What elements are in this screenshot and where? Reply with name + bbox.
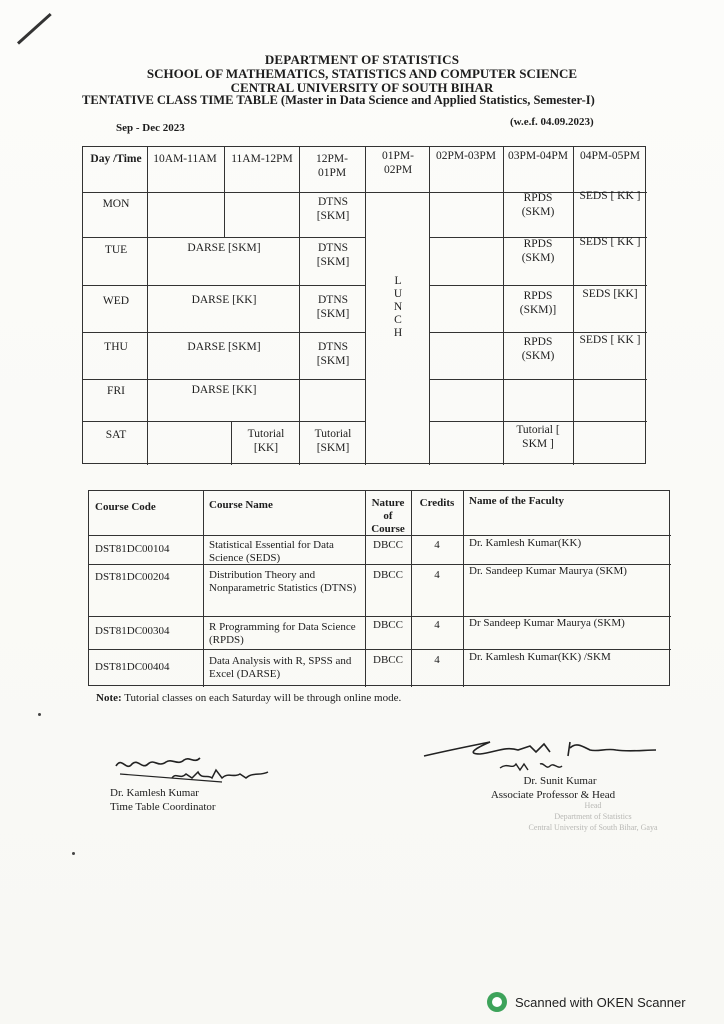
sat-03pm: Tutorial [ SKM ] [516,424,560,450]
course-code-2: DST81DC00204 [95,571,170,583]
scanner-label: Scanned with OKEN Scanner [515,994,686,1010]
course-name-1: Statistical Essential for Data Science (SEDS) [209,539,334,564]
fri-10am: DARSE [KK] [191,384,257,396]
col-nature: Nature of Course [371,497,405,535]
day-fri: FRI [107,385,125,397]
session-label: Sep - Dec 2023 [116,122,185,134]
col-header-11am: 11AM-12PM [231,153,293,165]
note [96,692,401,704]
course-name-4: Data Analysis with R, SPSS and Excel (DARSE) [209,655,352,680]
col-credits: Credits [419,497,455,509]
course-code-4: DST81DC00404 [95,661,170,673]
wef-label: (w.e.f. 04.09.2023) [510,116,594,128]
tue-03pm: RPDS (SKM) [521,238,555,264]
note-text: Tutorial classes on each Saturday will be through online mode. [124,692,402,704]
wed-03pm: RPDS (SKM)] [519,290,557,316]
thu-04pm: SEDS [ KK ] [579,334,641,346]
sunit-signature [420,736,660,776]
left-signatory-role: Time Table Coordinator [110,801,216,813]
col-course-code: Course Code [95,501,156,513]
course-table [88,490,670,686]
day-mon: MON [102,198,130,210]
course-nature-3: DBCC [373,619,403,631]
course-name-2: Distribution Theory and Nonparametric Statistics (DTNS) [209,569,357,594]
thu-03pm: RPDS (SKM) [521,336,555,362]
thu-12pm: DTNS [SKM] [316,341,350,367]
col-header-daytime: Day /Time [90,153,142,165]
sat-11am: Tutorial [KK] [247,428,285,454]
left-signatory-name: Dr. Kamlesh Kumar [110,787,199,799]
left-signatory [110,786,216,814]
course-faculty-4: Dr. Kamlesh Kumar(KK) /SKM [469,651,611,663]
col-header-12pm: 12PM-01PM [316,153,348,179]
school-title: SCHOOL OF MATHEMATICS, STATISTICS AND COMPUTER SCIENCE [146,66,578,81]
course-credits-1: 4 [434,539,440,551]
speck [38,713,41,716]
col-faculty: Name of the Faculty [469,495,565,507]
course-credits-4: 4 [434,654,440,666]
mon-04pm: SEDS [ KK ] [579,190,641,202]
wed-10am: DARSE [KK] [191,294,257,306]
tue-12pm: DTNS [SKM] [316,242,350,268]
col-header-02pm: 02PM-03PM [435,150,497,162]
course-faculty-2: Dr. Sandeep Kumar Maurya (SKM) [469,565,627,577]
col-header-10am: 10AM-11AM [153,153,217,165]
wed-12pm: DTNS [SKM] [316,294,350,320]
lunch-label: L U N C H [393,275,403,339]
note-label: Note: [96,692,122,704]
mon-03pm: RPDS (SKM) [521,192,555,218]
speck [72,852,75,855]
university-title: CENTRAL UNIVERSITY OF SOUTH BIHAR [230,80,494,95]
timetable-grid [82,146,646,464]
day-tue: TUE [104,244,128,256]
kamlesh-signature [112,752,302,786]
course-name-3: R Programming for Data Science (RPDS) [209,621,356,646]
mon-12pm: DTNS [SKM] [316,196,350,222]
course-code-3: DST81DC00304 [95,625,170,637]
timetable-title: TENTATIVE CLASS TIME TABLE (Master in Data Science and Applied Statistics, Semester-I) [82,93,595,107]
oken-logo-icon [487,992,507,1012]
course-faculty-1: Dr. Kamlesh Kumar(KK) [469,537,582,549]
day-sat: SAT [105,429,127,441]
tue-04pm: SEDS [ KK ] [579,236,641,248]
course-credits-3: 4 [434,619,440,631]
col-course-name: Course Name [209,499,273,511]
day-wed: WED [102,295,130,307]
wed-04pm: SEDS [KK] [582,288,638,300]
department-stamp [508,800,678,833]
col-header-04pm: 04PM-05PM [579,150,641,162]
thu-10am: DARSE [SKM] [187,341,261,353]
pen-mark [17,13,52,45]
day-thu: THU [104,341,128,353]
right-signatory-role: Associate Professor & Head [490,789,616,801]
col-header-03pm: 03PM-04PM [507,150,569,162]
dept-title: DEPARTMENT OF STATISTICS [264,52,460,67]
col-header-01pm: 01PM-02PM [382,150,414,176]
scanner-watermark [487,992,686,1012]
course-nature-4: DBCC [373,654,403,666]
stamp-line-2: Department of Statistics [554,812,632,821]
tue-10am: DARSE [SKM] [187,242,261,254]
course-nature-2: DBCC [373,569,403,581]
stamp-line-3: Central University of South Bihar, Gaya [528,823,658,832]
course-nature-1: DBCC [373,539,403,551]
stamp-line-1: Head [584,801,602,810]
right-signatory-name: Dr. Sunit Kumar [523,775,597,787]
right-signatory [490,774,625,802]
sat-12pm: Tutorial [SKM] [314,428,352,454]
course-faculty-3: Dr Sandeep Kumar Maurya (SKM) [469,617,625,629]
course-credits-2: 4 [434,569,440,581]
course-code-1: DST81DC00104 [95,543,170,555]
